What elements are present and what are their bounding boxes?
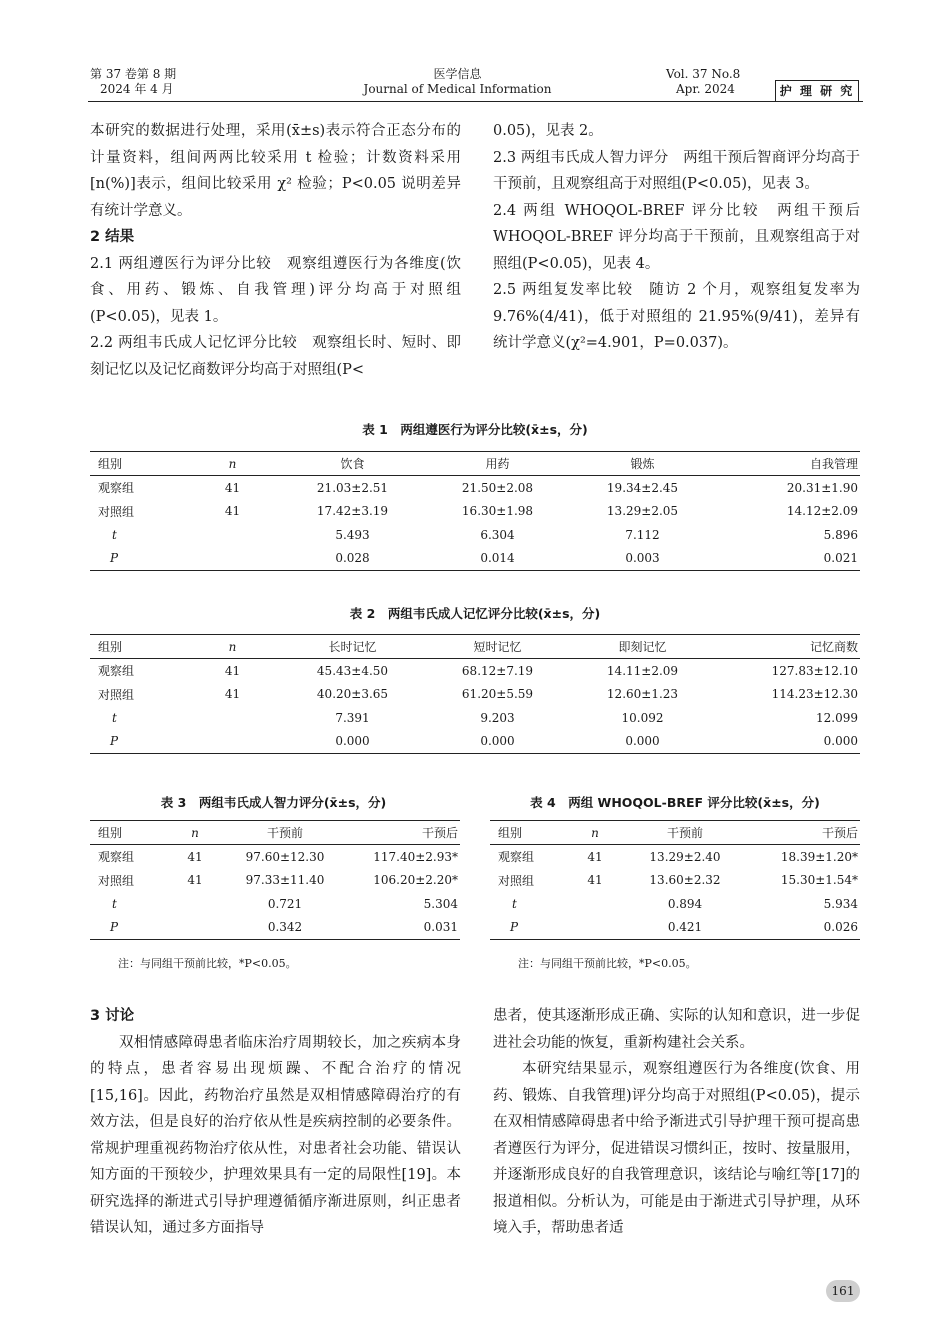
table-cell: 0.003	[570, 547, 715, 571]
table-cell: 14.11±2.09	[606, 663, 679, 678]
table-row	[490, 845, 860, 869]
table-cell: 97.60±12.30	[245, 849, 325, 864]
table-cell: 41	[187, 873, 203, 888]
table-cell: 观察组	[98, 481, 135, 496]
table-cell: 0.026	[745, 916, 860, 940]
result-2-1: 2.1 两组遵医行为评分比较 观察组遵医行为各维度(饮食、用药、锻炼、自我管理)评分均高于对照组(P<0.05)，见表 1。	[90, 255, 461, 325]
table-cell: P	[490, 916, 565, 940]
discussion-right-column	[493, 1003, 860, 1242]
table-cell: 19.34±2.45	[606, 480, 679, 495]
result-2-4: 2.4 两组 WHOQOL-BREF 评分比较 两组干预后 WHOQOL-BREF 评分均高于干预前，且观察组高于对照组(P<0.05)，见表 4。	[493, 202, 860, 272]
table-cell: 9.203	[480, 710, 515, 725]
journal-vol-en: Vol. 37 No.8	[666, 67, 741, 81]
table-cell	[165, 892, 225, 916]
table-cell: 观察组	[498, 850, 535, 865]
table4-note: 注：与同组干预前比较，*P<0.05。	[518, 957, 697, 970]
table-row	[490, 916, 860, 940]
table2-header: 长时记忆	[280, 635, 425, 659]
table-cell: 40.20±3.65	[316, 687, 389, 702]
table-cell: 14.12±2.09	[786, 504, 858, 519]
table-cell: 观察组	[98, 850, 135, 865]
table4-header: 组别	[490, 821, 565, 845]
table-cell	[565, 892, 625, 916]
discussion-paragraph-1: 双相情感障碍患者临床治疗周期较长，加之疾病本身的特点，患者容易出现烦躁、不配合治疗的情况[15,16]。因此，药物治疗虽然是双相情感障碍治疗的有效方法，但是良好的治疗依从性是疾病控制的必要条件。常规护理重视药物治疗依从性，对患者社会功能、错误认知方面的干预较少，护理效果具有一定的局限性[19]。本研究选择的渐进式引导护理遵循循序渐进原则，纠正患者错误认知，通过多方面指导	[90, 1034, 461, 1236]
journal-volume: 第 37 卷第 8 期	[90, 67, 177, 81]
table-cell: 12.60±1.23	[606, 687, 679, 702]
discussion-left-column	[90, 1003, 461, 1242]
table1-header: 用药	[425, 452, 570, 476]
table-cell: 0.000	[280, 730, 425, 754]
table1-header: 饮食	[280, 452, 425, 476]
table-cell: t	[112, 710, 117, 725]
journal-date: 2024 年 4 月	[100, 82, 174, 96]
table-cell: P	[90, 547, 185, 571]
table1	[90, 451, 860, 571]
table-cell	[185, 730, 280, 754]
results-right-column	[493, 118, 860, 357]
table-row	[90, 547, 860, 571]
table3-note: 注：与同组干预前比较，*P<0.05。	[118, 957, 297, 970]
table-cell: t	[512, 896, 517, 911]
table-cell: P	[90, 916, 165, 940]
table4	[490, 820, 860, 940]
table-cell: 0.014	[425, 547, 570, 571]
result-2-2: 2.2 两组韦氏成人记忆评分比较 观察组长时、短时、即刻记忆以及记忆商数评分均高于对照组(P<	[90, 335, 461, 378]
table-cell: 41	[224, 480, 241, 495]
table-cell: 114.23±12.30	[771, 687, 858, 702]
table-cell: 5.304	[423, 896, 458, 911]
results-left-column	[90, 118, 461, 383]
table-cell: P	[90, 730, 185, 754]
table-row	[90, 845, 460, 869]
table-row	[90, 683, 860, 707]
table-row	[90, 523, 860, 547]
table-row	[490, 869, 860, 893]
table4-header: n	[565, 821, 625, 845]
table-cell: 61.20±5.59	[461, 687, 534, 702]
table-cell	[185, 523, 280, 547]
table-cell: 对照组	[98, 873, 135, 888]
table2	[90, 634, 860, 754]
table-cell: 68.12±7.19	[461, 663, 534, 678]
table1-caption: 表 1 两组遵医行为评分比较(x̄±s，分)	[362, 422, 588, 437]
table-cell: 0.721	[267, 896, 303, 911]
table-row	[90, 500, 860, 524]
table2-header: 即刻记忆	[570, 635, 715, 659]
table3-header: 干预前	[225, 821, 345, 845]
table1-header: 自我管理	[715, 452, 860, 476]
table-cell: 5.934	[823, 896, 858, 911]
journal-name-cn: 医学信息	[433, 67, 482, 81]
table2-header: 组别	[90, 635, 185, 659]
table3	[90, 820, 460, 940]
table3-header: 组别	[90, 821, 165, 845]
table1-header: 锻炼	[570, 452, 715, 476]
result-2-5: 2.5 两组复发率比较 随访 2 个月，观察组复发率为 9.76%(4/41)，低于对照组的 21.95%(9/41)，差异有统计学意义(χ²=4.901，P=0.037)。	[493, 282, 860, 351]
table-cell: 0.342	[225, 916, 345, 940]
table-row	[490, 892, 860, 916]
table-cell: 0.000	[570, 730, 715, 754]
table-cell: 41	[224, 687, 241, 702]
table-row	[90, 476, 860, 500]
journal-date-en: Apr. 2024	[676, 82, 735, 96]
table2-header: n	[185, 635, 280, 659]
discussion-heading: 3 讨论	[90, 1008, 135, 1024]
journal-name-en: Journal of Medical Information	[363, 82, 552, 96]
table-cell: 45.43±4.50	[316, 663, 389, 678]
table-cell: 7.391	[335, 710, 370, 725]
table-cell: 21.03±2.51	[316, 480, 389, 495]
table4-caption: 表 4 两组 WHOQOL-BREF 评分比较(x̄±s，分)	[530, 795, 820, 810]
table-cell: 5.896	[823, 527, 858, 542]
table3-header: 干预后	[345, 821, 460, 845]
methods-paragraph: 本研究的数据进行处理，采用(x̄±s)表示符合正态分布的计量资料，组间两两比较采用 t 检验；计数资料采用[n(%)]表示，组间比较采用 χ² 检验；P<0.05 说明差异有统计学意义。	[90, 123, 461, 219]
table3-header: n	[165, 821, 225, 845]
table-row	[90, 659, 860, 683]
table-row	[90, 869, 460, 893]
results-heading: 2 结果	[90, 229, 135, 245]
table-cell: 对照组	[98, 687, 135, 702]
table-row	[90, 916, 460, 940]
table-cell: 对照组	[498, 873, 535, 888]
table-cell: 5.493	[335, 527, 370, 542]
table-row	[90, 892, 460, 916]
table-cell: 12.099	[816, 710, 858, 725]
table-cell: t	[112, 527, 117, 542]
result-2-3: 2.3 两组韦氏成人智力评分 两组干预后智商评分均高于干预前，且观察组高于对照组(P<0.05)，见表 3。	[493, 149, 860, 192]
table-cell: 15.30±1.54*	[780, 873, 858, 888]
result-2-2-end: 0.05)，见表 2。	[493, 123, 603, 139]
table2-caption: 表 2 两组韦氏成人记忆评分比较(x̄±s，分)	[349, 606, 601, 621]
discussion-paragraph-3: 本研究结果显示，观察组遵医行为各维度(饮食、用药、锻炼、自我管理)评分均高于对照组(P<0.05)，提示在双相情感障碍患者中给予渐进式引导护理干预可提高患者遵医行为评分，促进错误习惯纠正，按时、按量服用，并逐渐形成良好的自我管理意识，该结论与喻红等[17]的报道相似。分析认为，可能是由于渐进式引导护理，从环境入手，帮助患者适	[493, 1061, 860, 1236]
table-cell: 17.42±3.19	[316, 504, 389, 519]
page-number: 161	[826, 1280, 860, 1302]
table-cell: 0.021	[715, 547, 860, 571]
table1-header: 组别	[90, 452, 185, 476]
table-cell	[565, 916, 625, 940]
table-cell: 0.031	[345, 916, 460, 940]
table-cell: 106.20±2.20*	[373, 873, 458, 888]
table3-caption: 表 3 两组韦氏成人智力评分(x̄±s，分)	[160, 795, 387, 810]
table-cell: 41	[587, 873, 603, 888]
table-cell: 13.29±2.40	[649, 849, 721, 864]
table-cell: 16.30±1.98	[461, 504, 534, 519]
table-cell: 0.028	[280, 547, 425, 571]
table-cell: 21.50±2.08	[461, 480, 534, 495]
table-cell: 0.421	[625, 916, 745, 940]
table-cell	[185, 547, 280, 571]
table-row	[90, 730, 860, 754]
table-cell: 观察组	[98, 664, 135, 679]
table-cell: 20.31±1.90	[786, 480, 858, 495]
table-cell: 10.092	[621, 710, 664, 725]
table-cell: 0.000	[715, 730, 860, 754]
table-cell	[165, 916, 225, 940]
table-cell: 117.40±2.93*	[373, 849, 458, 864]
table2-header: 短时记忆	[425, 635, 570, 659]
table-cell: 7.112	[625, 527, 660, 542]
table-cell: 0.000	[425, 730, 570, 754]
table-cell: 6.304	[480, 527, 515, 542]
section-tag: 护 理 研 究	[775, 80, 859, 102]
table4-header: 干预后	[745, 821, 860, 845]
table-cell: 18.39±1.20*	[780, 849, 858, 864]
discussion-paragraph-2: 患者，使其逐渐形成正确、实际的认知和意识，进一步促进社会功能的恢复，重新构建社会关系。	[493, 1008, 860, 1051]
header-rule	[88, 101, 863, 102]
table-cell: 13.29±2.05	[606, 504, 679, 519]
table-cell: 13.60±2.32	[649, 873, 721, 888]
table1-header: n	[185, 452, 280, 476]
table-cell: 41	[224, 663, 241, 678]
table-cell: 97.33±11.40	[245, 873, 325, 888]
table-cell: 41	[224, 504, 241, 519]
table-cell: 41	[187, 849, 203, 864]
table-cell: 41	[587, 849, 603, 864]
table-cell	[185, 706, 280, 730]
table4-header: 干预前	[625, 821, 745, 845]
table-cell: 127.83±12.10	[771, 663, 858, 678]
table-cell: 0.894	[667, 896, 703, 911]
table-cell: t	[112, 896, 117, 911]
table2-header: 记忆商数	[715, 635, 860, 659]
table-cell: 对照组	[98, 504, 135, 519]
table-row	[90, 706, 860, 730]
